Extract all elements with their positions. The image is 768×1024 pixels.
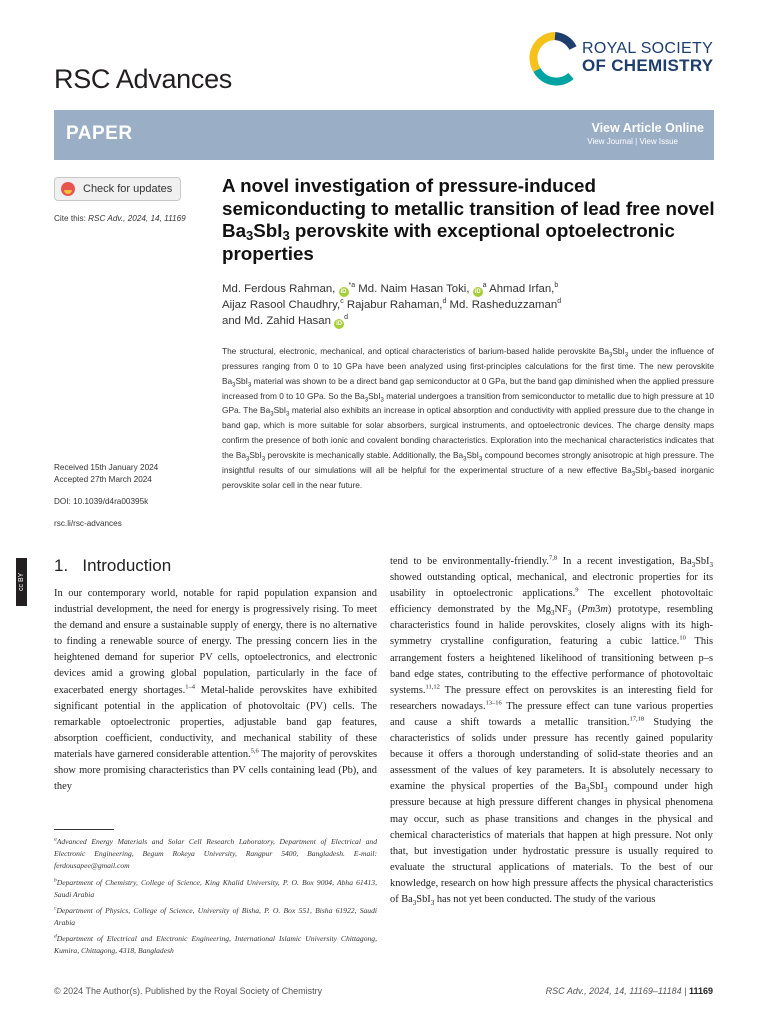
update-badge-icon [61, 182, 75, 196]
author[interactable]: and Md. Zahid Hasan [222, 315, 331, 327]
affiliation-footnote: $^d$Department of Electrical and Electronic Engineering, International Islamic University Chittagong, Kumira, Chittagong, 4318, Bangladesh [54, 933, 377, 956]
rsc-logo-text [582, 40, 713, 74]
journal-url[interactable]: rsc.li/rsc-advances [54, 519, 122, 528]
author[interactable]: Rajabur Rahaman, [346, 299, 443, 311]
journal-title: RSC Advances [54, 64, 232, 94]
check-for-updates-button[interactable] [54, 177, 181, 201]
doi[interactable]: DOI: 10.1039/d4ra00395k [54, 497, 149, 506]
view-article-online-link[interactable]: View Article Online [591, 121, 704, 135]
logo-line1: ROYAL SOCIETY [582, 40, 714, 57]
author[interactable]: Ahmad Irfan, [489, 283, 555, 295]
article-title: A novel investigation of pressure-induced semiconducting to metallic transition of lead free novel $Ba_3SbI_3$ perovskite with exceptional optoelectronic properties [222, 175, 715, 264]
affiliation-footnote: $^a$Advanced Energy Materials and Solar Cell Research Laboratory, Department of Electrical and Electronic Engineering, Begum Rokeya University, Rangpur 5400, Bangladesh. E-mail: ferdousapee@gmail.com [54, 836, 377, 871]
author[interactable]: Md. Rasheduzzaman [449, 299, 558, 311]
cc-license-icon[interactable]: cc BY [16, 558, 27, 606]
citation-link[interactable]: 10 [679, 635, 686, 642]
citation-link[interactable]: 1–4 [185, 683, 195, 691]
orcid-icon[interactable]: iD [340, 289, 347, 295]
abstract: The structural, electronic, mechanical, and optical characteristics of barium-based halide perovskite $Ba_3SbI_3$ under the influence of pressures ranging from 0 to 10 GPa have been analyzed using first-principles calculations for the first time. The new perovskite $Ba_3SbI_3$ material was shown to be a direct band gap semiconductor at 0 GPa, but the band gap diminished when the applied pressure increased from 0 to 10 GPa. So the $Ba_3SbI_3$ material undergoes a transition from semiconductor to metallic due to high pressure at 10 GPa. The $Ba_3SbI_3$ material also exhibits an increase in optical absorption and conductivity with applied pressure due to the change in band gap, which is more suitable for solar absorbers, surgical instruments, and optoelectronic devices. The charge density maps confirm the presence of both ionic and covalent bonding characteristics. Exploration into the mechanical characteristics indicates that the $Ba_3SbI_3$ perovskite is mechanically stable. Additionally, the $Ba_3SbI_3$ compound becomes strongly anisotropic at high pressure. The insightful results of our simulations will all be helpful for the experimental structure of a new effective $Ba_3SbI_3$-based inorganic perovskite solar cell in the near future. [222, 346, 715, 490]
citation-link[interactable]: 13–16 [485, 699, 502, 707]
citation-link[interactable]: 11,12 [425, 683, 440, 691]
section-heading: 1. Introduction [54, 556, 172, 575]
page-number: 11169 [688, 986, 713, 996]
affiliation-footnote: $^c$Department of Physics, College of Science, University of Bisha, P. O. Box 551, Bisha 61922, Saudi Arabia [54, 905, 377, 928]
check-for-updates-label: Check for updates [83, 183, 173, 195]
affiliation-footnote: $^b$Department of Chemistry, College of Science, King Khalid University, P. O. Box 9004, Abha 61413, Saudi Arabia [54, 877, 377, 900]
author[interactable]: Md. Naim Hasan Toki, [358, 283, 470, 295]
accepted-date: Accepted 27th March 2024 [54, 475, 152, 484]
footnote-rule [54, 829, 114, 830]
citation [54, 213, 186, 225]
citation-link[interactable]: 17,18 [629, 715, 645, 723]
article-type: PAPER [66, 123, 133, 144]
view-journal-issue-links[interactable]: View Journal | View Issue [587, 137, 678, 146]
citation-link[interactable]: 5,6 [250, 747, 259, 755]
orcid-icon[interactable]: iD [336, 321, 343, 327]
author[interactable]: Aijaz Rasool Chaudhry, [222, 299, 341, 311]
citation-link[interactable]: 7,8 [548, 554, 558, 562]
intro-column-2: tend to be environmentally-friendly.$^{7,8}$ In a recent investigation, $Ba_3SbI_3$ showed outstanding optical, mechanical, and electronic properties for its usability in optoelectronic applications.$^9$ The excellent photovoltaic efficiency demonstrated by the $Mg_3NF_3$ (Pm3m) prototype, resembling characteristics found in halide perovskites, closely aligns with its high-symmetry crystalline configuration, featuring a cubic lattice.$^{10}$ This arrangement fosters a heightened likelihood of transitioning between p–s band edge states, contributing to the effective performance of photovoltaic systems.$^{11,12}$ The pressure effect on perovskites is an interesting field for researchers nowadays.$^{13-16}$ The pressure effect can tune various properties and cause a shift towards a metallic transition.$^{17,18}$ Studying the characteristics of solids under pressure has recently gained popularity because it offers a thorough understanding of solid-state theories and an assessment of the values of key parameters. It is absolutely necessary to examine the physical properties of the $Ba_3SbI_3$ compound under high pressure because at high pressure different changes in physical phenomena may occur, such as phase transitions and changes in the physical and chemical characteristics of materials that happen at high pressure. Not only that, but investigation under hydrostatic pressure is usually required to evaluate the structural applications of materials. To the best of our knowledge, research on how high pressure affects the physical characteristics of $Ba_3SbI_3$ has not yet been conducted. The study of the various [390, 554, 714, 908]
article-banner [54, 110, 714, 160]
received-date: Received 15th January 2024 [54, 463, 159, 472]
cite-prefix: Cite this: [54, 214, 86, 223]
author-list: Md. Ferdous Rahman, $iD^{*a}$ Md. Naim Hasan Toki, $iD^a$ Ahmad Irfan,$^b$ Aijaz Rasool Chaudhry,$^c$ Rajabur Rahaman,$^d$ Md. Rasheduzzaman$^d$ and Md. Zahid Hasan $iD^d$ [222, 282, 562, 327]
orcid-icon[interactable]: iD [474, 289, 481, 295]
citation-link[interactable]: 9 [575, 586, 579, 594]
logo-line2: OF CHEMISTRY [582, 56, 714, 75]
intro-column-1: In our contemporary world, notable for rapid population expansion and industrial development, the need for energy is progressively rising. To meet the demand and ensure a sustainable supply of energy, there is no alternative to finding a renewable source of energy. The pressing concern lies in the heightened demand for superior PV cells, optoelectronics, and electronic devices amid a growing global population, particularly in the face of exacerbated energy shortages.$^{1-4}$ Metal-halide perovskites have exhibited significant potential in the application of photovoltaic (PV) cells. The remarkable optoelectronic properties, adjustable band gap features, absorption coefficient, conductivity, and mechanical stability of these materials have garnered considerable attention.$^{5,6}$ The majority of perovskites show more promising characteristics than PV cells containing lead (Pb), and they [54, 588, 377, 793]
cite-text: RSC Adv., 2024, 14, 11169 [88, 214, 186, 223]
author[interactable]: Md. Ferdous Rahman, [222, 283, 336, 295]
copyright-footer: © 2024 The Author(s). Published by the Royal Society of Chemistry [54, 986, 323, 996]
page-citation-footer: RSC Adv., 2024, 14, 11169–11184 | 11169 [545, 986, 713, 996]
